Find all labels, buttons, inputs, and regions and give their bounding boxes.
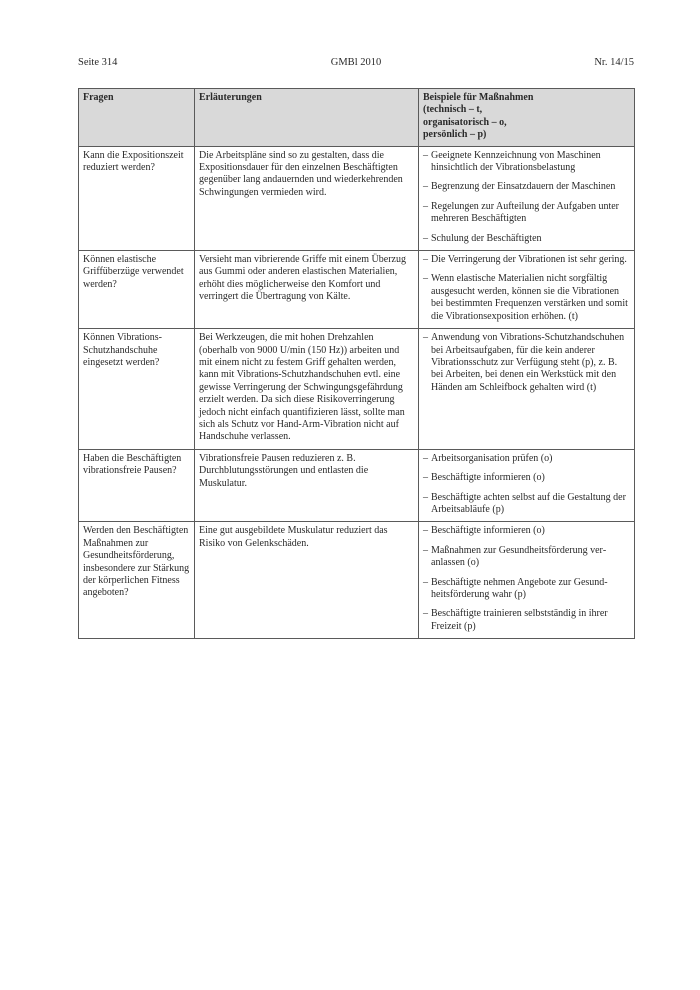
dash-bullet-icon: –: [423, 576, 428, 588]
table-row: [79, 522, 635, 639]
measure-item: [423, 201, 630, 226]
measure-text: Begrenzung der Einsatzdauern der Maschinen: [431, 181, 616, 193]
measures-table: [78, 88, 635, 639]
measure-item: [423, 472, 630, 484]
measure-item: [423, 577, 630, 602]
measure-item: [423, 233, 630, 245]
dash-bullet-icon: –: [423, 491, 428, 503]
measure-text: Arbeitsorganisation prüfen (o): [431, 452, 553, 464]
measures-list: [423, 254, 630, 323]
table-row: [79, 146, 635, 250]
measure-text: Maßnahmen zur Gesundheitsförderung veranlassen (o): [431, 544, 607, 569]
measure-item: [423, 254, 630, 266]
dash-bullet-icon: –: [423, 273, 428, 285]
measure-item: [423, 525, 630, 537]
measure-text: Anwendung von Vibrations-Schutzhandschuhen bei Arbeitsaufgaben, für die kein anderer Vibrationsschutz zur Verfügung steht (p), z. B. bei Arbeiten, bei denen ein Werkstück mit den Händen am Schleifbock gehalten wird (t): [431, 332, 625, 393]
measure-text: Wenn elastische Materialien nicht sorgfältig ausgesucht werden, können sie die Vibrationen bei bestimmten Frequenzen verstärken und somit die Vibrationsexposition erhöhen. (t): [431, 273, 628, 322]
measure-item: [423, 150, 630, 175]
column-header-explanations: Erläuterungen: [195, 89, 419, 147]
measure-text: Die Verringerung der Vibrationen ist sehr gering.: [431, 254, 627, 266]
measures-list: [423, 332, 630, 394]
table-row: [79, 329, 635, 450]
column-header-measures-text: Beispiele für Maßnahmen (technisch – t, organisatorisch – o, persönlich – p): [423, 92, 534, 141]
measure-text: Schulung der Beschäftigten: [431, 232, 542, 244]
dash-bullet-icon: –: [423, 254, 428, 266]
measures-cell: [419, 449, 635, 522]
measure-text: Beschäftigte trainieren selbstständig in ihrer Freizeit (p): [431, 608, 608, 632]
explanation-cell: Versieht man vibrierende Griffe mit einem Überzug aus Gummi oder anderen elastischen Materialien, erhöht dies möglicherweise den Komfort und verringert die Übertragung von Kälte.: [195, 251, 419, 329]
dash-bullet-icon: –: [423, 472, 428, 484]
dash-bullet-icon: –: [423, 608, 428, 620]
measure-item: [423, 545, 630, 570]
issue-number: Nr. 14/15: [594, 57, 634, 68]
measure-item: [423, 453, 630, 465]
table-row: [79, 449, 635, 522]
measure-text: Beschäftigte nehmen Angebote zur Gesundheitsförderung wahr (p): [431, 576, 608, 600]
explanation-cell: Bei Werkzeugen, die mit hohen Drehzahlen (oberhalb von 9000 U/min (150 Hz)) arbeiten und mit einem nicht zu festem Griff gehalten werden, kann mit Vibrations-Schutzhandschuhen evtl. eine gewisse Verringerung der Schwingungsgefährdung erzielt werden. Da sich diese Risikoverringerung jedoch nicht einfach quantifizieren lässt, sollte man sich als Schutz vor Hand-Arm-Vibration nicht auf Handschuhe verlassen.: [195, 329, 419, 450]
dash-bullet-icon: –: [423, 200, 428, 212]
measure-item: [423, 608, 630, 633]
table-header-row: [79, 89, 635, 147]
measure-item: [423, 273, 630, 323]
measure-text: Beschäftigte informieren (o): [431, 525, 545, 537]
measure-item: [423, 181, 630, 193]
question-cell: Können Vibrations-Schutzhandschuhe eingesetzt werden?: [79, 329, 195, 450]
measures-cell: [419, 329, 635, 450]
measures-cell: [419, 522, 635, 639]
question-cell: Können elastische Griffüberzüge verwendet werden?: [79, 251, 195, 329]
measure-item: [423, 492, 630, 517]
measures-cell: [419, 146, 635, 250]
explanation-cell: Eine gut ausgebildete Muskulatur reduziert das Risiko von Gelenkschäden.: [195, 522, 419, 639]
table-row: [79, 251, 635, 329]
dash-bullet-icon: –: [423, 525, 428, 537]
question-cell: Werden den Beschäftigten Maßnahmen zur Gesundheitsförderung, insbesondere zur Stärkung der körperlichen Fitness angeboten?: [79, 522, 195, 639]
table-body: [79, 146, 635, 639]
measure-text: Geeignete Kennzeichnung von Maschinen hinsichtlich der Vibrationsbelastung: [431, 149, 601, 174]
measure-text: Beschäftigte informieren (o): [431, 472, 545, 484]
explanation-cell: Vibrationsfreie Pausen reduzieren z. B. Durchblutungsstörungen und entlasten die Muskulatur.: [195, 449, 419, 522]
measures-cell: [419, 251, 635, 329]
dash-bullet-icon: –: [423, 452, 428, 464]
dash-bullet-icon: –: [423, 181, 428, 193]
dash-bullet-icon: –: [423, 332, 428, 344]
measure-text: Beschäftigte achten selbst auf die Gestaltung der Arbeitsabläufe (p): [431, 491, 626, 515]
measures-list: [423, 150, 630, 245]
dash-bullet-icon: –: [423, 149, 428, 161]
journal-title: GMBl 2010: [330, 57, 382, 68]
measure-item: [423, 332, 630, 394]
page-number: Seite 314: [78, 57, 118, 68]
question-cell: Kann die Expositionszeit reduziert werden?: [79, 146, 195, 250]
question-cell: Haben die Beschäftigten vibrationsfreie Pausen?: [79, 449, 195, 522]
measures-list: [423, 525, 630, 633]
measures-list: [423, 453, 630, 517]
dash-bullet-icon: –: [423, 544, 428, 556]
column-header-questions: Fragen: [79, 89, 195, 147]
explanation-cell: Die Arbeitspläne sind so zu gestalten, dass die Expositionsdauer für den einzelnen Beschäftigten gegenüber lang andauernden und wiederkehrenden Schwingungen vermieden wird.: [195, 146, 419, 250]
dash-bullet-icon: –: [423, 232, 428, 244]
page-header: [78, 57, 634, 73]
measure-text: Regelungen zur Aufteilung der Aufgaben unter mehreren Beschäftigten: [431, 200, 619, 225]
column-header-measures: [419, 89, 635, 147]
